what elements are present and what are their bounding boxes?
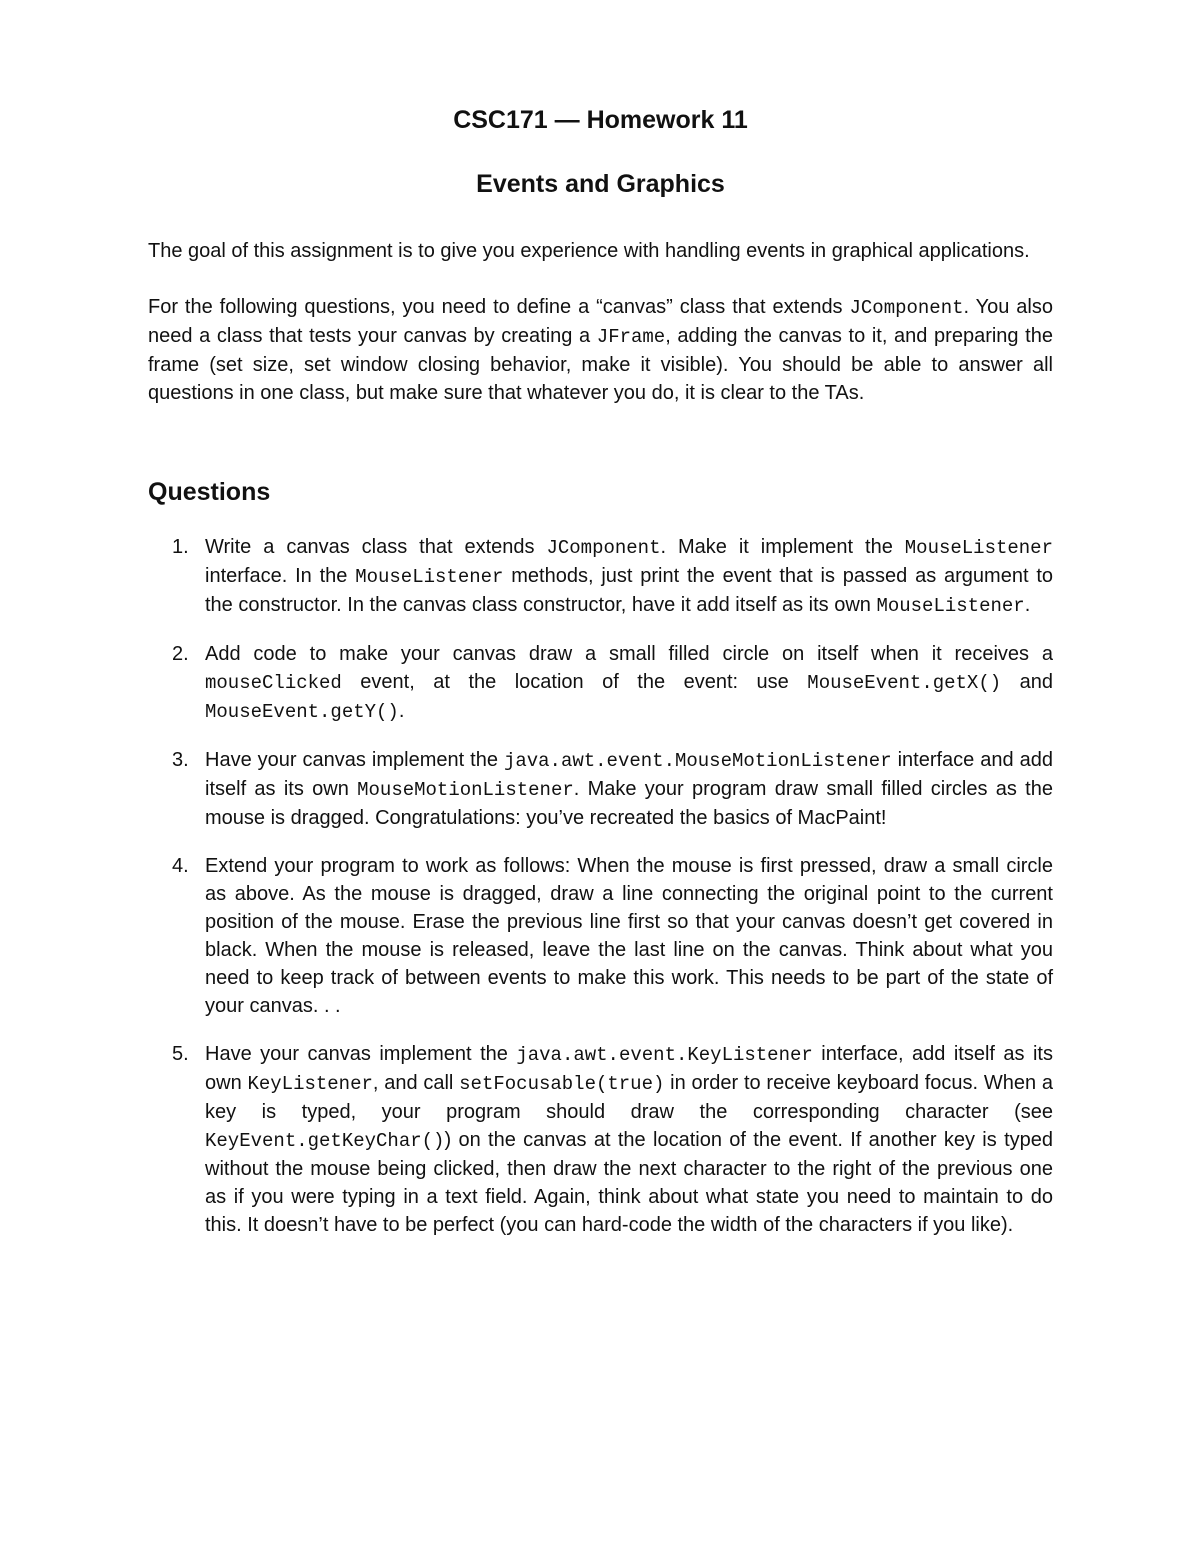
text-run: , and call [372,1072,460,1094]
question-text [205,746,1053,832]
text-run: , adding the canvas to it, and preparing the frame (set size, set window closing behavior, make it visible). You should be able to answer all questions in one class, but make sure that whatever you do, it is clear to the TAs. [148,325,1053,404]
question-item-2 [148,640,1053,726]
question-number: 3. [172,749,189,771]
text-run: methods, just print the event that is passed as argument to the constructor. In the canvas class constructor, have it add itself as its own [205,565,1053,616]
question-item-3 [148,746,1053,832]
text-run: Extend your program to work as follows: When the mouse is first pressed, draw a small circle as above. As the mouse is dragged, draw a line connecting the original point to the current position of the mouse. Erase the previous line first so that your canvas doesn’t get covered in black. When the mouse is released, leave the last line on the canvas. Think about what you need to keep track of between events to make this work. This needs to be part of the state of your canvas. . . [205,855,1053,1017]
code-mousemotionlistener-full: java.awt.event.MouseMotionListener [503,750,892,772]
code-mouselistener: MouseListener [876,595,1025,617]
question-number: 2. [172,643,189,665]
code-keylistener-full: java.awt.event.KeyListener [516,1044,813,1066]
question-item-5 [148,1040,1053,1239]
question-text [205,1040,1053,1239]
text-run: . You also need a class that tests your canvas by creating a [148,296,1053,347]
text-run: . Make it implement the [660,536,905,558]
text-run: interface, add itself as its own [205,1043,1053,1094]
text-run: interface. In the [205,565,356,587]
code-mouseclicked: mouseClicked [205,672,342,694]
text-run: For the following questions, you need to define a “canvas” class that extends [148,296,850,318]
text-run: . [398,700,405,722]
text-run: Write a canvas class that extends [205,536,547,558]
code-getx: MouseEvent.getX() [807,672,1002,694]
text-run: Have your canvas implement the [205,1043,517,1065]
text-run: . Make your program draw small filled circles as the mouse is dragged. Congratulations: you’ve recreated the basics of MacPaint! [205,778,1053,829]
intro-paragraph-goal: The goal of this assignment is to give you experience with handling events in graphical applications. [148,240,1030,262]
text-run: interface and add itself as its own [205,749,1053,800]
code-mouselistener: MouseListener [904,537,1053,559]
code-gety: MouseEvent.getY() [205,701,399,723]
question-number: 4. [172,855,189,877]
question-item-4 [148,852,1053,1020]
code-setfocusable: setFocusable(true) [459,1073,665,1095]
code-mouselistener: MouseListener [355,566,504,588]
question-text [205,533,1053,620]
question-text [205,640,1053,726]
question-text [205,852,1053,1020]
intro-paragraph-instructions [148,293,1053,407]
question-item-1 [148,533,1053,620]
text-run: ) on the canvas at the location of the event. If another key is typed without the mouse being clicked, then draw the next character to the right of the previous one as if you were typing in a text field. Again, think about what state you need to maintain to do this. It doesn’t have to be perfect (you can hard-code the width of the characters if you like). [205,1129,1053,1236]
document-subtitle: Events and Graphics [476,170,725,198]
document-title: CSC171 — Homework 11 [453,106,748,134]
text-run: Have your canvas implement the [205,749,504,771]
code-getkeychar: KeyEvent.getKeyChar() [205,1130,445,1152]
question-number: 1. [172,536,189,558]
questions-list [148,533,1053,1239]
code-jcomponent: JComponent [546,537,661,559]
text-run: in order to receive keyboard focus. When a key is typed, your program should draw the corresponding character (see [205,1072,1053,1123]
questions-heading: Questions [148,478,271,506]
question-number: 5. [172,1043,189,1065]
text-run: event, at the location of the event: use [341,671,808,693]
code-jframe: JFrame [596,326,666,348]
code-mousemotionlistener: MouseMotionListener [357,779,574,801]
text-run: and [1001,671,1053,693]
text-run: Add code to make your canvas draw a small filled circle on itself when it receives a [205,643,1053,665]
code-jcomponent: JComponent [849,297,964,319]
code-keylistener: KeyListener [247,1073,373,1095]
text-run: . [1024,594,1031,616]
document-page [148,100,1053,1259]
